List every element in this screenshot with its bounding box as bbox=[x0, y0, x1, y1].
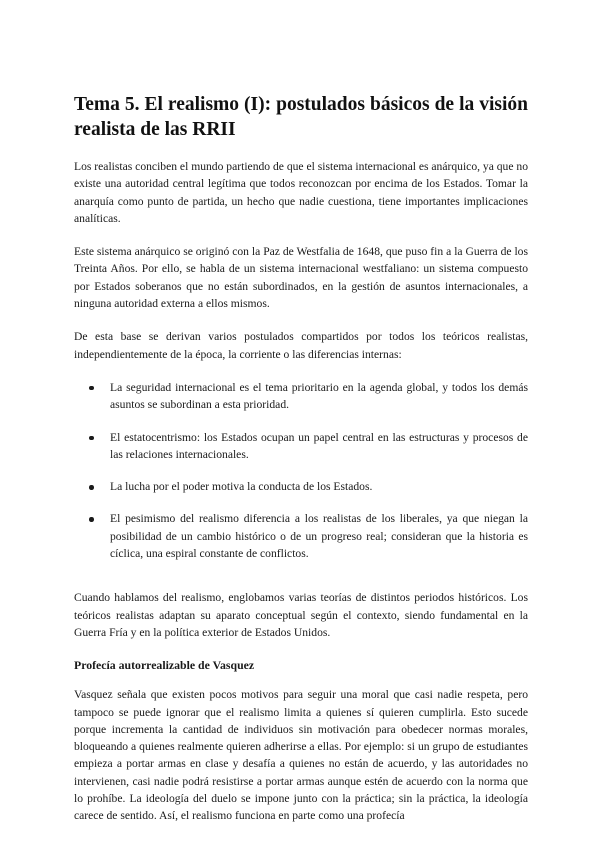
bullet-icon bbox=[89, 386, 94, 391]
bullet-icon bbox=[89, 436, 94, 441]
list-item bbox=[74, 429, 528, 464]
postulates-list bbox=[74, 379, 528, 562]
list-item bbox=[74, 478, 528, 495]
section-heading-vasquez: Profecía autorrealizable de Vasquez bbox=[74, 658, 255, 673]
spacer bbox=[74, 577, 528, 589]
list-item-text: El pesimismo del realismo diferencia a los realistas de los liberales, ya que niegan la posibilidad de un cambio histórico o de un progreso real; consideran que la historia es cíclica, una espiral constante de conflictos. bbox=[110, 512, 528, 561]
paragraph-westphalia: Este sistema anárquico se originó con la Paz de Westfalia de 1648, que puso fin a la Guerra de los Treinta Años. Por ello, se habla de un sistema internacional westfaliano: un sistema compuesto por Estados soberanos que no están subordinados, en la gestión de asuntos internacionales, a ninguna autoridad externa a ellos mismos. bbox=[74, 245, 528, 311]
list-item-text: La lucha por el poder motiva la conducta de los Estados. bbox=[110, 480, 373, 494]
list-item bbox=[74, 510, 528, 562]
document-page bbox=[74, 92, 528, 825]
bullet-icon bbox=[89, 517, 94, 522]
paragraph-realism-theories: Cuando hablamos del realismo, englobamos varias teorías de distintos periodos históricos. Los teóricos realistas adaptan su aparato conceptual según el contexto, siendo fundamental en la Guerra Fría y en la política exterior de Estados Unidos. bbox=[74, 591, 528, 639]
bullet-icon bbox=[89, 485, 94, 490]
document-title: Tema 5. El realismo (I): postulados básicos de la visión realista de las RRII bbox=[74, 94, 528, 140]
list-item bbox=[74, 379, 528, 414]
paragraph-anarchy: Los realistas conciben el mundo partiendo de que el sistema internacional es anárquico, ya que no existe una autoridad central legítima que todos reconozcan por encima de los Estados. Tomar la anarquía como punto de partida, un hecho que nadie cuestiona, tiene importantes implicaciones analíticas. bbox=[74, 160, 528, 225]
list-item-text: El estatocentrismo: los Estados ocupan un papel central en las estructuras y procesos de las relaciones internacionales. bbox=[110, 430, 528, 461]
paragraph-postulates-intro: De esta base se derivan varios postulados compartidos por todos los teóricos realistas, independientemente de la época, la corriente o las diferencias internas: bbox=[74, 330, 528, 361]
paragraph-vasquez: Vasquez señala que existen pocos motivos para seguir una moral que casi nadie respeta, pero tampoco se puede ignorar que el realismo limita a quienes sí quieren cumplirla. Esto sucede porque incrementa la cantidad de individuos sin motivación para obedecer normas morales, bloqueando a quienes realmente quieren adherirse a ellas. Por ejemplo: si un grupo de estudiantes empieza a portar armas en clase y desafía a quienes no están de acuerdo, y las autoridades no intervienen, casi nadie podrá resistirse a portar armas aunque estén de acuerdo con la norma que lo prohíbe. La ideología del duelo se impone junto con la práctica; sin la práctica, la ideología carece de sentido. Así, el realismo funciona en parte como una profecía bbox=[74, 688, 528, 823]
list-item-text: La seguridad internacional es el tema prioritario en la agenda global, y todos los demás asuntos se subordinan a esta prioridad. bbox=[110, 380, 528, 412]
